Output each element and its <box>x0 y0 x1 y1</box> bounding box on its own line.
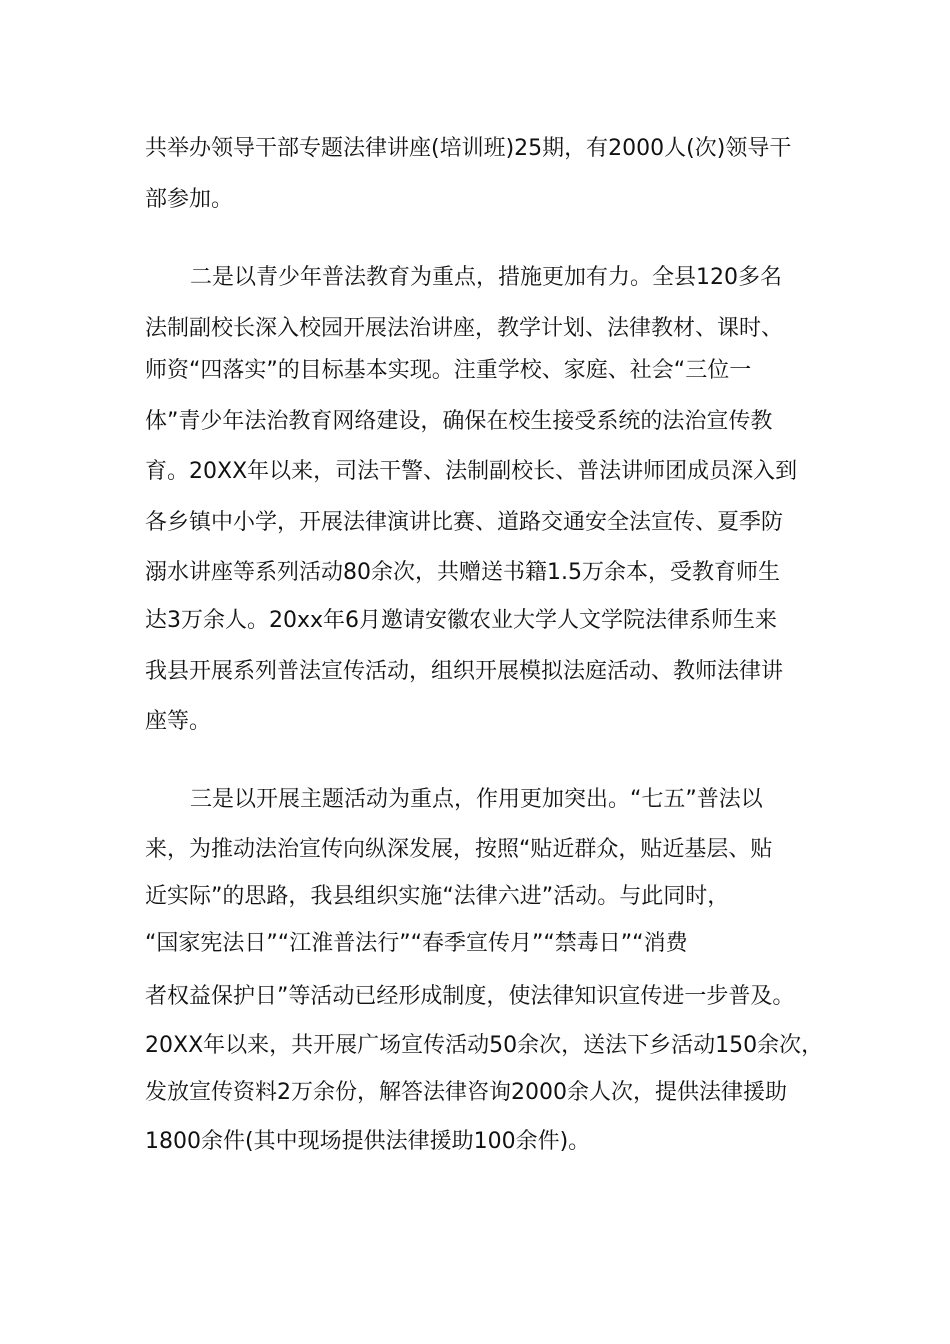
text-line: 共举办领导干部专题法律讲座(培训班)25期，有2000人(次)领导干 <box>145 136 792 161</box>
text-line: 各乡镇中小学，开展法律演讲比赛、道路交通安全法宣传、夏季防 <box>145 510 784 535</box>
text-line: 育。20XX年以来，司法干警、法制副校长、普法讲师团成员深入到 <box>145 459 798 484</box>
text-line: “国家宪法日”“江淮普法行”“春季宣传月”“禁毒日”“消费 <box>145 931 688 956</box>
text-line: 三是以开展主题活动为重点，作用更加突出。“七五”普法以 <box>190 787 763 812</box>
text-line: 座等。 <box>145 709 212 734</box>
text-line: 体”青少年法治教育网络建设，确保在校生接受系统的法治宣传教 <box>145 409 773 434</box>
text-line: 来，为推动法治宣传向纵深发展，按照“贴近群众，贴近基层、贴 <box>145 837 773 862</box>
text-line: 达3万余人。20xx年6月邀请安徽农业大学人文学院法律系师生来 <box>145 608 778 633</box>
text-line: 部参加。 <box>145 187 234 212</box>
text-line: 发放宣传资料2万余份，解答法律咨询2000余人次，提供法律援助 <box>145 1080 787 1105</box>
text-line: 近实际”的思路，我县组织实施“法律六进”活动。与此同时， <box>145 884 730 909</box>
text-line: 师资“四落实”的目标基本实现。注重学校、家庭、社会“三位一 <box>145 358 752 383</box>
text-line: 我县开展系列普法宣传活动，组织开展模拟法庭活动、教师法律讲 <box>145 659 784 684</box>
text-line: 1800余件(其中现场提供法律援助100余件)。 <box>145 1129 591 1154</box>
text-line: 二是以青少年普法教育为重点，措施更加有力。全县120多名 <box>190 265 782 290</box>
text-line: 溺水讲座等系列活动80余次，共赠送书籍1.5万余本，受教育师生 <box>145 560 780 585</box>
text-line: 法制副校长深入校园开展法治讲座，教学计划、法律教材、课时、 <box>145 316 784 341</box>
text-line: 20XX年以来，共开展广场宣传活动50余次，送法下乡活动150余次， <box>145 1033 824 1058</box>
text-line: 者权益保护日”等活动已经形成制度，使法律知识宣传进一步普及。 <box>145 984 795 1009</box>
